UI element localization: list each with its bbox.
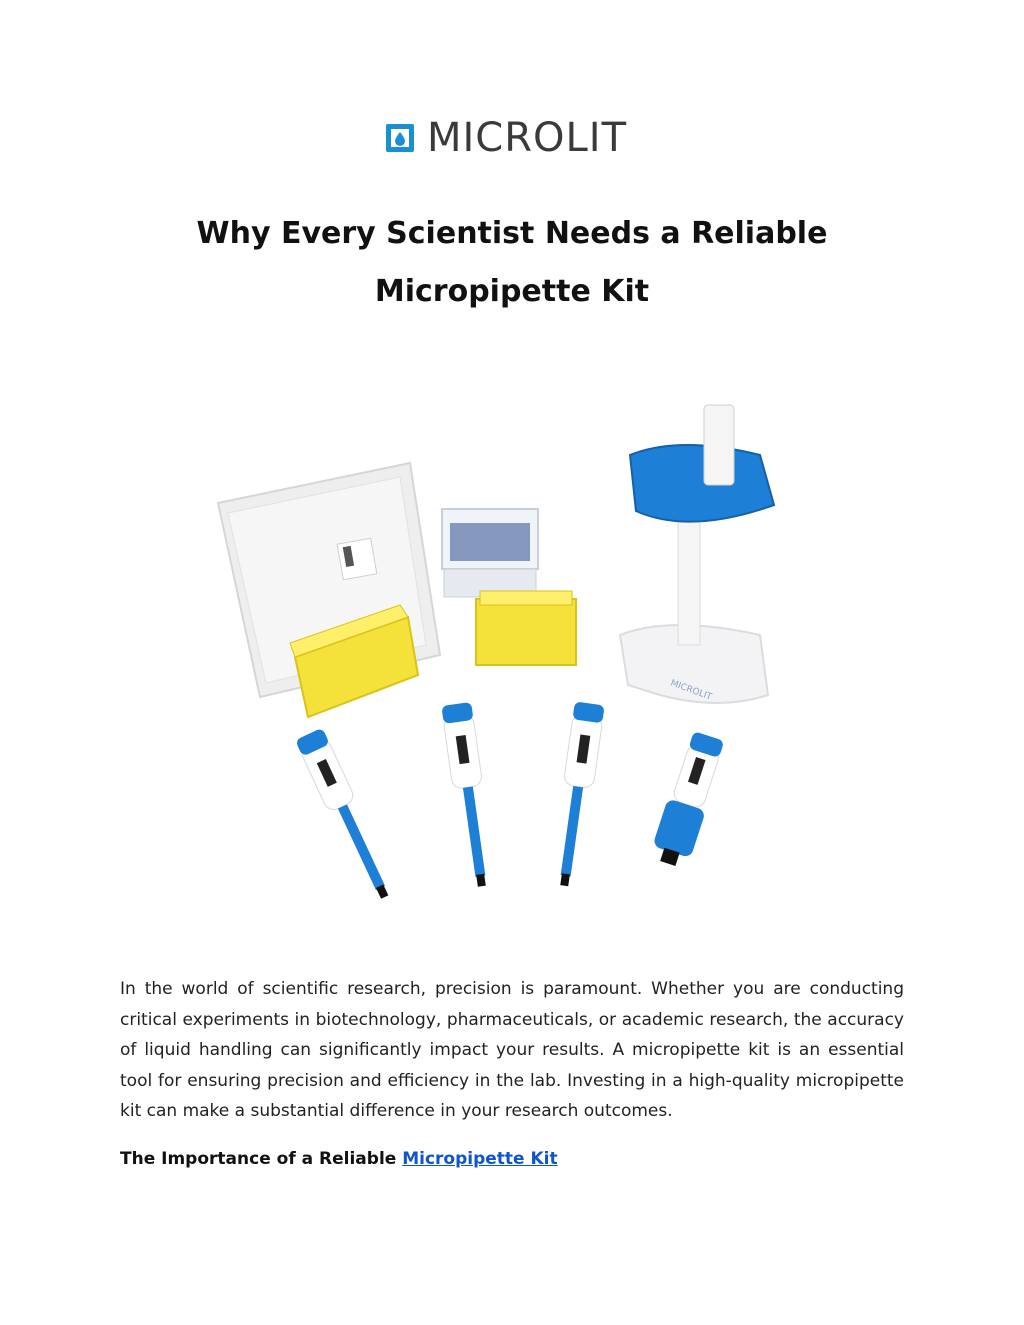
droplet-logo-icon xyxy=(385,123,415,153)
title-line-1: Why Every Scientist Needs a Reliable xyxy=(196,216,828,251)
pipette-3 xyxy=(549,701,604,887)
pipette-1 xyxy=(295,728,398,904)
brand-logo xyxy=(385,115,628,161)
micropipette-kit-link[interactable]: Micropipette Kit xyxy=(402,1149,558,1169)
logo-wordmark: MICROLIT xyxy=(427,115,628,161)
yellow-tip-box-right xyxy=(476,591,576,665)
micropipette-kit-product-image xyxy=(200,395,800,915)
section-heading xyxy=(120,1146,558,1172)
title-line-2: Micropipette Kit xyxy=(374,274,650,309)
pipette-2 xyxy=(441,702,496,888)
intro-paragraph: In the world of scientific research, precision is paramount. Whether you are conducting critical experiments in biotechnology, pharmaceuticals, or academic research, the accuracy of liquid handling can significantly impact your results. A micropipette kit is an essential tool for ensuring precision and efficiency in the lab. Investing in a high-quality micropipette kit can make a substantial difference in your research outcomes. xyxy=(120,979,904,1121)
pipette-4 xyxy=(649,730,728,870)
section-heading-text: The Importance of a Reliable xyxy=(120,1149,403,1169)
page-title xyxy=(112,205,912,321)
blue-tip-rack xyxy=(442,509,538,597)
stand-label: MICROLIT xyxy=(668,678,714,703)
pipette-stand xyxy=(620,405,774,703)
